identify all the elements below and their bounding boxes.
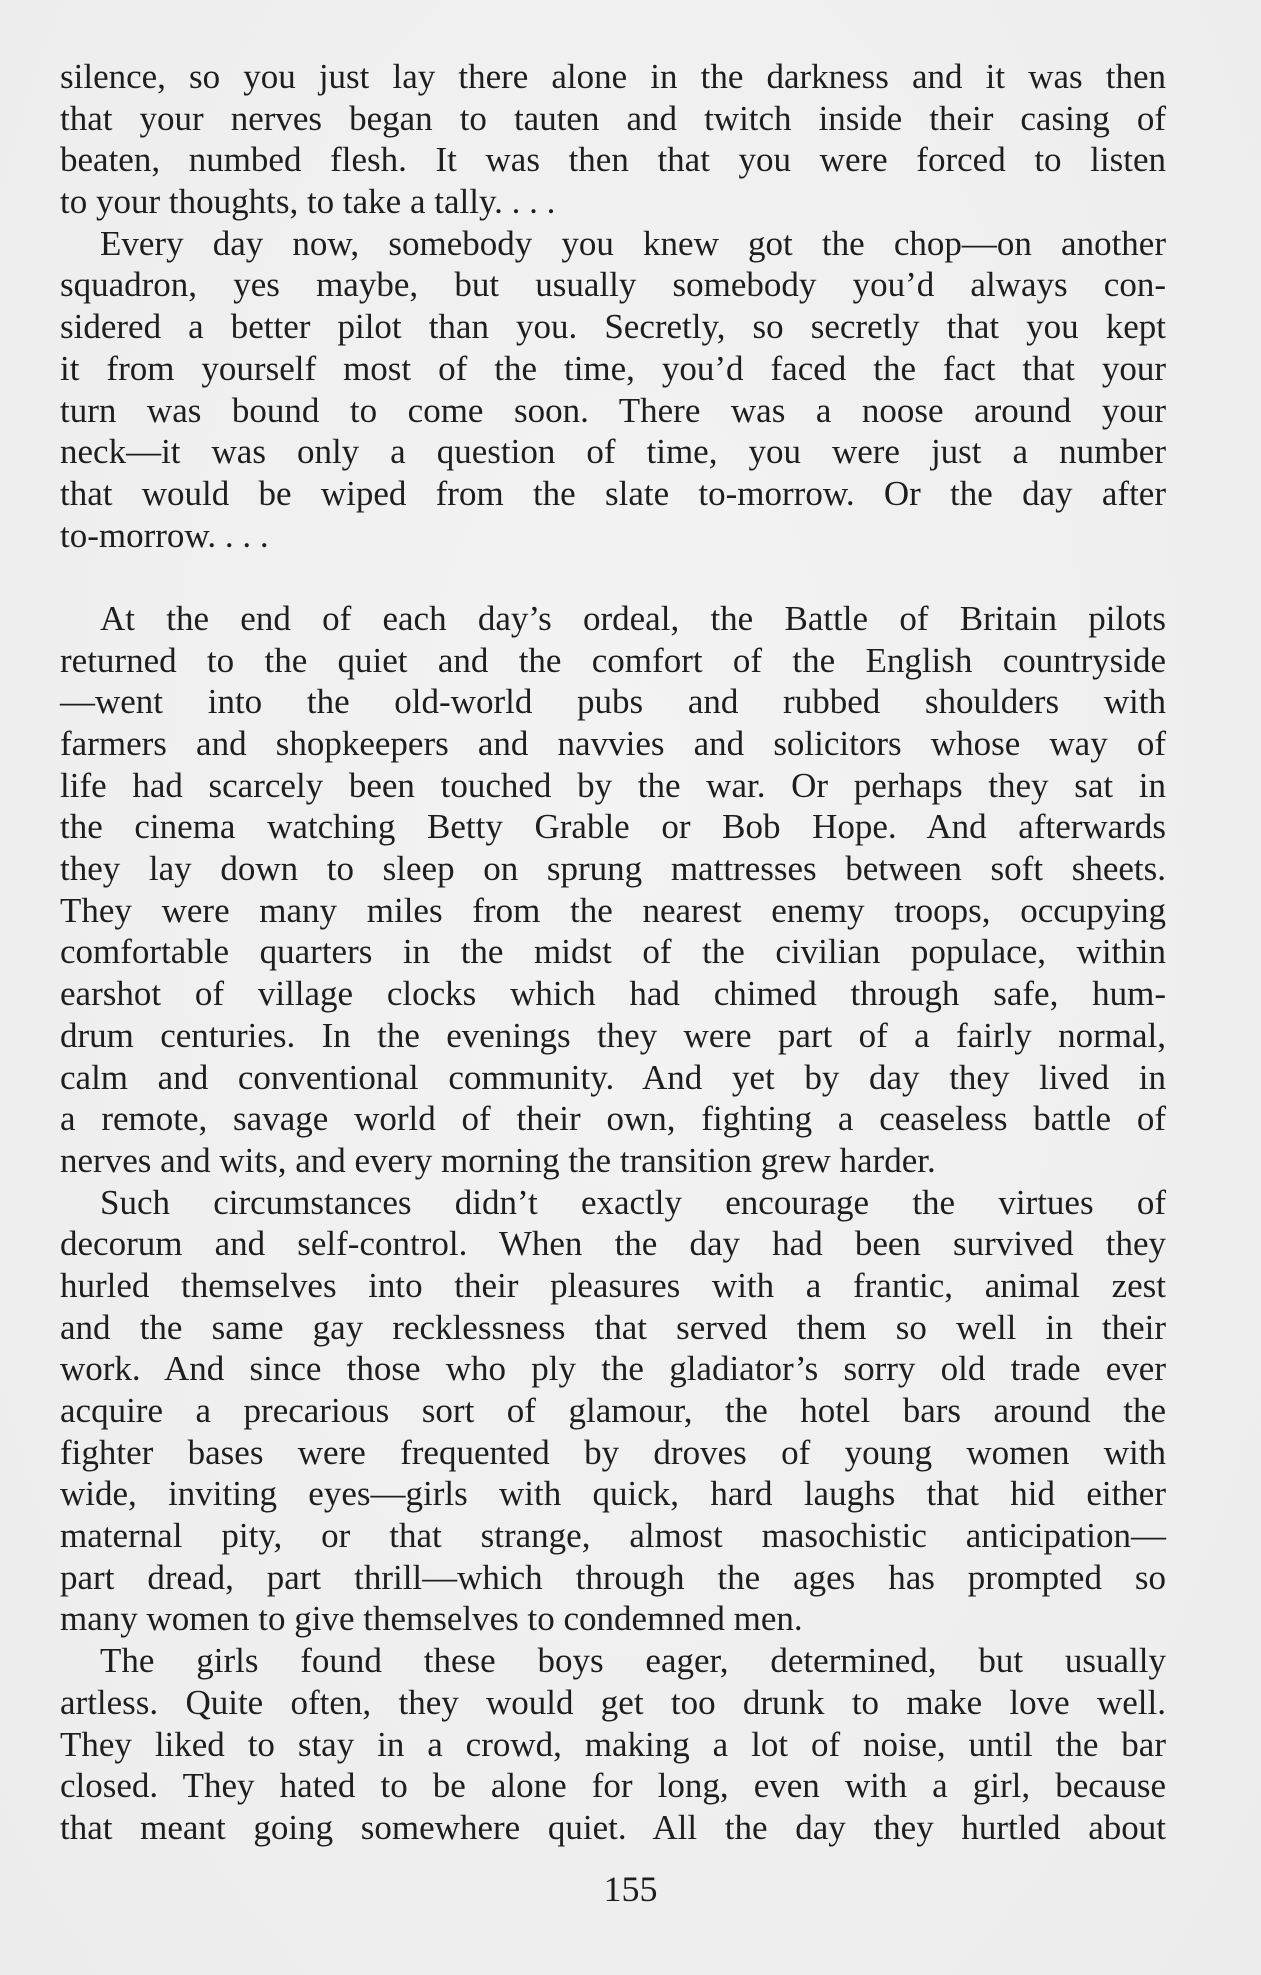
text-line: earshot of village clocks which had chimed through safe, hum- xyxy=(60,974,1166,1014)
text-line: a remote, savage world of their own, fighting a ceaseless battle of xyxy=(60,1099,1166,1139)
text-line: turn was bound to come soon. There was a noose around your xyxy=(60,390,1166,430)
text-line: it from yourself most of the time, you’d faced the fact that your xyxy=(60,348,1166,388)
text-line: the cinema watching Betty Grable or Bob Hope. And afterwards xyxy=(60,807,1166,847)
text-line: artless. Quite often, they would get too drunk to make love well. xyxy=(60,1682,1166,1722)
text-line: acquire a precarious sort of glamour, the hotel bars around the xyxy=(60,1391,1166,1430)
text-line: At the end of each day’s ordeal, the Battle of Britain pilots xyxy=(100,598,1166,638)
text-line: They were many miles from the nearest enemy troops, occupying xyxy=(60,890,1166,930)
text-line: many women to give themselves to condemned men. xyxy=(60,1599,803,1639)
text-line: they lay down to sleep on sprung mattresses between soft sheets. xyxy=(60,849,1166,889)
text-line: maternal pity, or that strange, almost masochistic anticipation— xyxy=(60,1516,1166,1556)
text-line: and the same gay recklessness that served them so well in their xyxy=(60,1307,1166,1347)
text-line: closed. They hated to be alone for long, even with a girl, because xyxy=(60,1766,1166,1806)
paragraph-gap xyxy=(60,556,1166,598)
text-line: to your thoughts, to take a tally. . . . xyxy=(60,182,556,222)
text-line: squadron, yes maybe, but usually somebody you’d always con- xyxy=(60,265,1166,305)
text-line: sidered a better pilot than you. Secretly, so secretly that you kept xyxy=(60,307,1166,347)
text-line: drum centuries. In the evenings they were part of a fairly normal, xyxy=(60,1015,1166,1055)
text-line: silence, so you just lay there alone in the darkness and it was then xyxy=(60,57,1166,96)
text-line: life had scarcely been touched by the war. Or perhaps they sat in xyxy=(60,765,1166,805)
text-line: Every day now, somebody you knew got the chop—on another xyxy=(100,223,1166,263)
text-line: that your nerves began to tauten and twitch inside their casing of xyxy=(60,98,1166,138)
text-line: comfortable quarters in the midst of the civilian populace, within xyxy=(60,932,1166,972)
text-line: farmers and shopkeepers and navvies and solicitors whose way of xyxy=(60,724,1166,763)
text-line: Such circumstances didn’t exactly encourage the virtues of xyxy=(100,1182,1166,1222)
text-line: —went into the old-world pubs and rubbed shoulders with xyxy=(60,682,1166,722)
text-line: The girls found these boys eager, determined, but usually xyxy=(100,1641,1166,1681)
text-line: hurled themselves into their pleasures with a frantic, animal zest xyxy=(60,1265,1166,1305)
text-line: nerves and wits, and every morning the transition grew harder. xyxy=(60,1140,936,1180)
text-line: work. And since those who ply the gladiator’s sorry old trade ever xyxy=(60,1349,1166,1389)
text-line: They liked to stay in a crowd, making a lot of noise, until the bar xyxy=(60,1724,1166,1764)
text-line: decorum and self-control. When the day had been survived they xyxy=(60,1224,1166,1264)
text-line: wide, inviting eyes—girls with quick, hard laughs that hid either xyxy=(60,1474,1166,1514)
text-line: to-morrow. . . . xyxy=(60,515,269,555)
body-text xyxy=(60,56,1166,1849)
text-line: beaten, numbed flesh. It was then that you were forced to listen xyxy=(60,140,1166,180)
page-number: 155 xyxy=(603,1869,658,1909)
text-line: part dread, part thrill—which through the ages has prompted so xyxy=(60,1557,1166,1597)
text-line: neck—it was only a question of time, you were just a number xyxy=(60,432,1166,472)
text-line: returned to the quiet and the comfort of the English countryside xyxy=(60,640,1166,680)
text-line: fighter bases were frequented by droves of young women with xyxy=(60,1432,1166,1472)
text-line: that would be wiped from the slate to-morrow. Or the day after xyxy=(60,473,1166,513)
text-line: calm and conventional community. And yet by day they lived in xyxy=(60,1057,1166,1097)
text-line: that meant going somewhere quiet. All the day they hurtled about xyxy=(60,1807,1166,1847)
